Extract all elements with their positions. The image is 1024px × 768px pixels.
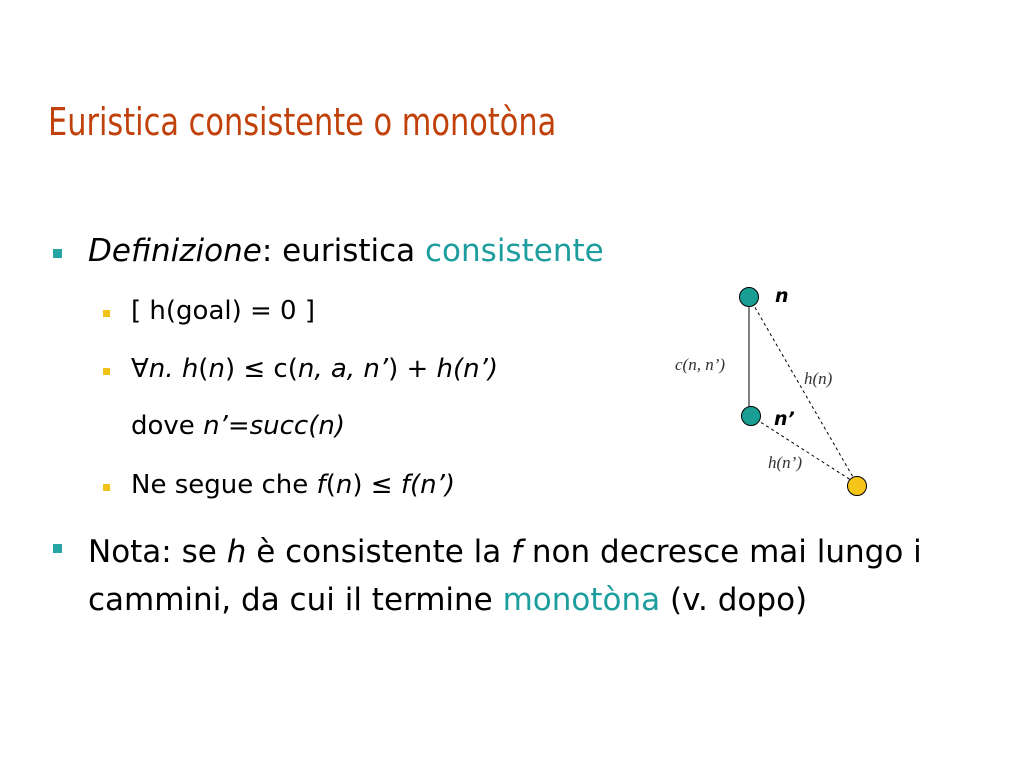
node-nprime bbox=[742, 407, 761, 426]
slide-title: Euristica consistente o monotòna bbox=[48, 100, 557, 144]
note-text: = bbox=[227, 411, 250, 441]
consequence-var: n bbox=[335, 470, 353, 500]
goal-condition-item: [ h(goal) = 0 ] bbox=[131, 296, 316, 326]
note-item bbox=[88, 528, 968, 624]
formula-var: h bbox=[181, 354, 199, 384]
node-nprime-label: n’ bbox=[774, 408, 795, 430]
edge-nprime-goal bbox=[751, 416, 857, 484]
node-goal bbox=[848, 477, 867, 496]
formula-var: n, a, n’ bbox=[297, 354, 389, 384]
note-text: (v. dopo) bbox=[660, 582, 808, 618]
consequence-text bbox=[393, 470, 401, 500]
edge-n-goal bbox=[749, 297, 857, 484]
note-text: dove bbox=[131, 411, 204, 441]
bullet-square-icon bbox=[103, 484, 110, 491]
bullet-square-icon bbox=[103, 310, 110, 317]
note-var: h bbox=[226, 534, 247, 570]
formula-var: n bbox=[208, 354, 225, 384]
consequence-text: Ne segue che bbox=[131, 470, 317, 500]
consistency-formula-item bbox=[131, 354, 498, 384]
consequence-var: f bbox=[316, 470, 326, 500]
note-var: f bbox=[511, 534, 523, 570]
formula-text: ) bbox=[224, 354, 244, 384]
consequence-text: ( bbox=[325, 470, 336, 500]
formula-var: n. bbox=[148, 354, 182, 384]
successor-note bbox=[131, 411, 345, 441]
bullet-square-icon bbox=[103, 368, 110, 375]
formula-text: c( bbox=[265, 354, 298, 384]
note-text: Nota: se bbox=[88, 534, 227, 570]
note-text: non decresce mai lungo i cammini, da cui il termine bbox=[88, 534, 922, 618]
formula-text: ( bbox=[198, 354, 209, 384]
note-var: succ(n) bbox=[249, 411, 345, 441]
edge-cost-label: c(n, n’) bbox=[675, 355, 726, 374]
consequence-text: ) bbox=[352, 470, 371, 500]
node-n bbox=[740, 288, 759, 307]
consequence-var: f(n’) bbox=[400, 470, 455, 500]
definition-text: : euristica bbox=[261, 233, 426, 269]
edge-hn-label: h(n) bbox=[804, 369, 833, 388]
definition-keyword: consistente bbox=[425, 233, 604, 269]
forall-symbol: ∀ bbox=[131, 354, 149, 384]
node-n-label: n bbox=[775, 285, 789, 307]
bullet-square-icon bbox=[53, 249, 62, 258]
consistency-diagram bbox=[660, 278, 890, 500]
leq-symbol: ≤ bbox=[370, 470, 393, 500]
diagram-svg bbox=[660, 278, 890, 500]
note-text: è consistente la bbox=[246, 534, 512, 570]
bullet-square-icon bbox=[53, 544, 62, 553]
note-var: n’ bbox=[203, 411, 228, 441]
formula-var: h(n’) bbox=[436, 354, 499, 384]
edge-hnprime-label: h(n’) bbox=[768, 453, 802, 472]
leq-symbol: ≤ bbox=[243, 354, 266, 384]
consequence-item bbox=[131, 470, 455, 500]
note-keyword: monotòna bbox=[502, 582, 661, 618]
formula-text: ) + bbox=[388, 354, 437, 384]
definition-item bbox=[88, 233, 604, 269]
definition-term: Definizione bbox=[88, 233, 262, 269]
